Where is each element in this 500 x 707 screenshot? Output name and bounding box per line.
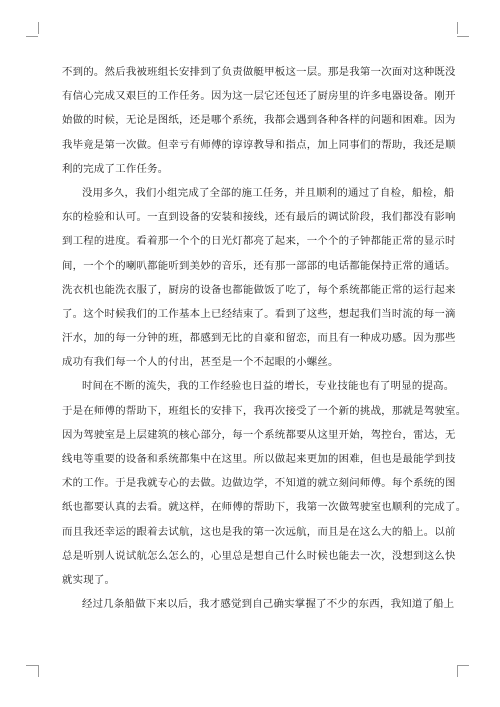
text-line: 不到的。然后我被班组长安排到了负责做艇甲板这一层。那是我第一次面对这种既没 [62,66,456,78]
text-line: 洗衣机也能洗衣服了，厨房的设备也都能做饭了吃了，每个系统都能正常的运行起来 [62,283,456,296]
text-line: 于是在师傅的帮助下，班组长的安排下，我再次接受了一个新的挑战，那就是驾驶室。 [62,404,467,417]
text-line: 线电等重要的设备和系统都集中在这里。所以做起来更加的困难，但也是最能学到技 [62,453,456,465]
text-line: 有信心完成又艰巨的工作任务。因为这一层它还包还了厨房里的许多电器设备。刚开 [62,90,456,103]
page-body [62,60,467,616]
text-line: 没用多久，我们小组完成了全部的施工任务，并且顺利的通过了自检，船检，船 [82,186,455,199]
text-line: 成功有我们每一个人的付出，甚至是一个不起眼的小螺丝。 [62,356,339,369]
text-line: 了。这个时候我们的工作基本上已经结束了。看到了这些，想起我们当时流的每一滴 [62,307,456,320]
text-line: 间，一个个的喇叭都能听到美妙的音乐，还有那一部部的电话都能保持正常的通话。 [62,259,456,272]
paragraph-4 [62,592,455,616]
text-line: 经过几条船做下来以后，我才感觉到自己确实掌握了不少的东西，我知道了船上 [82,598,455,611]
text-line: 就实现了。 [62,573,116,586]
paragraph-3 [62,374,467,592]
text-line: 到工程的进度。看着那一个个的日光灯都亮了起来，一个个的子钟都能正常的显示时 [62,235,456,248]
text-line: 东的检验和认可。一直到设备的安装和接线，还有最后的调试阶段，我们都没有影响 [62,211,456,224]
text-line: 始做的时候，无论是图纸，还是哪个系统，我都会遇到各种各样的问题和困难。因为 [62,114,456,127]
text-line: 纸也都要认真的去看。就这样，在师傅的帮助下，我第一次做驾驶室也顺利的完成了。 [62,501,467,514]
text-line: 时间在不断的流失，我的工作经验也日益的增长，专业技能也有了明显的提高。 [82,380,455,393]
text-line: 汗水，加的每一分钟的班，都感到无比的自豪和留恋，而且有一种成功感。因为那些 [62,332,456,345]
text-line: 而且我还幸运的跟着去试航，这也是我的第一次远航，而且是在这么大的船上。以前 [62,525,456,538]
paragraph-2 [62,181,456,375]
text-line: 我毕竟是第一次做。但幸亏有师傅的谆谆教导和指点，加上同事们的帮助，我还是顺 [62,138,456,151]
text-line: 总是听别人说试航怎么怎么的，心里总是想自己什么时候也能去一次，没想到这么快 [62,549,456,562]
text-line: 因为驾驶室是上层建筑的核心部分，每一个系统都要从这里开始，驾控台，雷达，无 [62,428,456,441]
paragraph-1 [62,60,456,181]
text-line: 利的完成了工作任务。 [62,162,169,175]
text-line: 术的工作。于是我就专心的去做。边做边学，不知道的就立刻问师傅。每个系统的图 [62,477,456,490]
